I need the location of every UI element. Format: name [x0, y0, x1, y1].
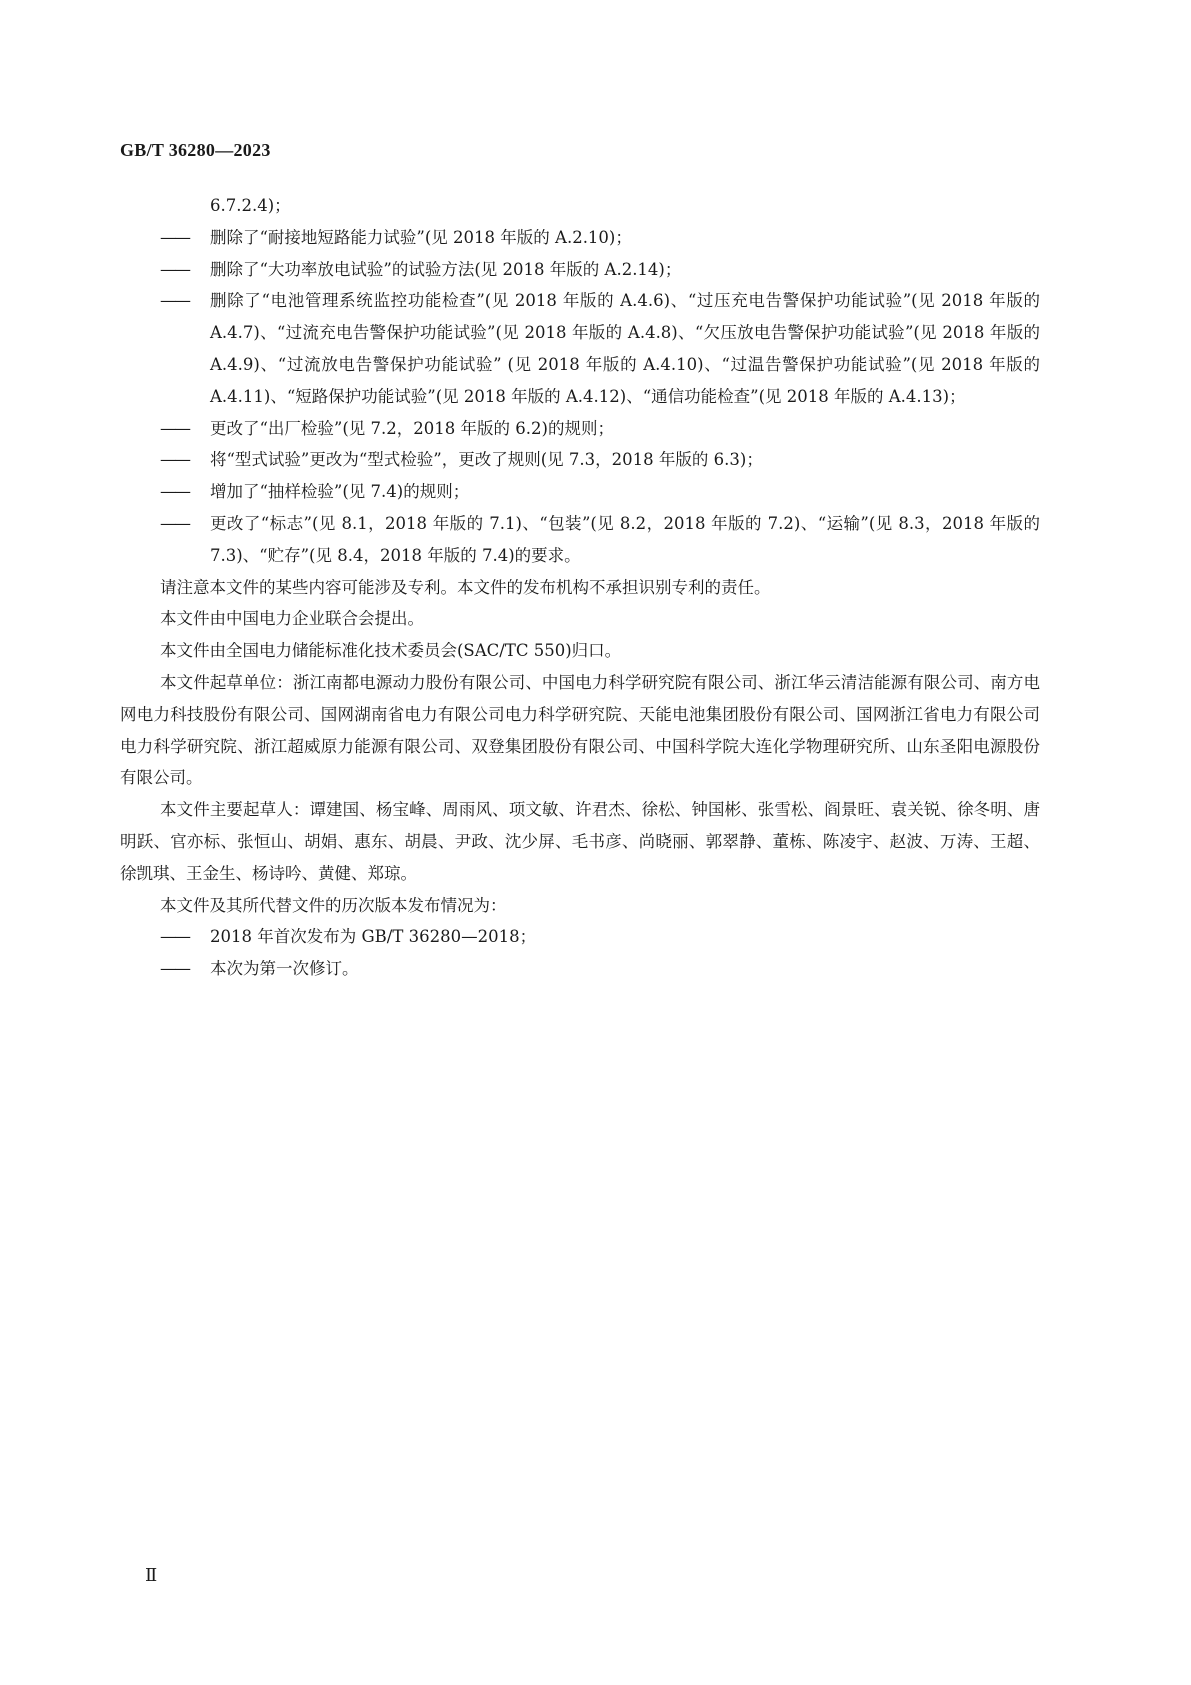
list-dash: ——: [160, 291, 189, 311]
document-number: GB/T 36280—2023: [120, 140, 271, 160]
history-intro: 本文件及其所代替文件的历次版本发布情况为：: [160, 895, 507, 915]
list-item-text: 更改了“标志”(见 8.1，2018 年版的 7.1)、“包装”(见 8.2，2018 年版的 7.2)、“运输”(见 8.3，2018 年版的 7.3)、“贮存”(见 8.4，2018 年版的 7.4)的要求。: [210, 513, 1040, 565]
patent-notice: 请注意本文件的某些内容可能涉及专利。本文件的发布机构不承担识别专利的责任。: [160, 577, 771, 597]
list-item-text: 删除了“大功率放电试验”的试验方法(见 2018 年版的 A.2.14)；: [210, 259, 682, 279]
list-item: [160, 953, 1040, 985]
list-item-text: 更改了“出厂检验”(见 7.2，2018 年版的 6.2)的规则；: [210, 418, 614, 438]
list-dash: ——: [160, 259, 189, 279]
list-item-text: 删除了“耐接地短路能力试验”(见 2018 年版的 A.2.10)；: [210, 227, 632, 247]
history-list: [160, 921, 1040, 985]
list-item-text: 将“型式试验”更改为“型式检验”，更改了规则(见 7.3，2018 年版的 6.3)；: [210, 450, 763, 470]
list-item: [160, 254, 1040, 286]
list-item: [160, 285, 1040, 412]
page-number: Ⅱ: [145, 1565, 158, 1585]
main-drafters: 本文件主要起草人：谭建国、杨宝峰、周雨风、项文敏、许君杰、徐松、钟国彬、张雪松、阎景旺、袁关锐、徐冬明、唐明跃、官亦标、张恒山、胡娟、惠东、胡晨、尹政、沈少屏、毛书彦、尚晓丽、郭翠静、董栋、陈凌宇、赵波、万涛、王超、徐凯琪、王金生、杨诗吟、黄健、郑琼。: [120, 800, 1040, 883]
list-dash: ——: [160, 418, 189, 438]
list-item: [160, 921, 1040, 953]
proposer-statement: 本文件由中国电力企业联合会提出。: [160, 609, 424, 629]
list-item-text: 增加了“抽样检验”(见 7.4)的规则；: [210, 482, 470, 502]
changes-continuation: 6.7.2.4)；: [210, 196, 291, 215]
list-dash: ——: [160, 927, 189, 947]
list-dash: ——: [160, 227, 189, 247]
list-item: [160, 476, 1040, 508]
list-item: [160, 444, 1040, 476]
list-item-text: 删除了“电池管理系统监控功能检查”(见 2018 年版的 A.4.6)、“过压充电告警保护功能试验”(见 2018 年版的 A.4.7)、“过流充电告警保护功能试验”(见 2018 年版的 A.4.8)、“欠压放电告警保护功能试验”(见 2018 年版的 A.4.9)、“过流放电告警保护功能试验” (见 2018 年版的 A.4.10)、“过温告警保护功能试验”(见 2018 年版的 A.4.11)、“短路保护功能试验”(见 2018 年版的 A.4.12)、“通信功能检查”(见 2018 年版的 A.4.13)；: [210, 291, 1040, 406]
list-item-text: 本次为第一次修订。: [210, 959, 359, 979]
list-item: [160, 413, 1040, 445]
drafting-units: 本文件起草单位：浙江南都电源动力股份有限公司、中国电力科学研究院有限公司、浙江华云清洁能源有限公司、南方电网电力科技股份有限公司、国网湖南省电力有限公司电力科学研究院、天能电池集团股份有限公司、国网浙江省电力有限公司电力科学研究院、浙江超威原力能源有限公司、双登集团股份有限公司、中国科学院大连化学物理研究所、山东圣阳电源股份有限公司。: [120, 672, 1040, 788]
list-dash: ——: [160, 959, 189, 979]
list-item-text: 2018 年首次发布为 GB/T 36280—2018；: [210, 927, 537, 947]
list-item: [160, 508, 1040, 572]
foreword-body: [120, 190, 1040, 985]
list-item: [160, 222, 1040, 254]
list-dash: ——: [160, 450, 189, 470]
list-dash: ——: [160, 513, 189, 533]
changes-list: [160, 222, 1040, 572]
centralized-statement: 本文件由全国电力储能标准化技术委员会(SAC/TC 550)归口。: [160, 641, 622, 661]
list-dash: ——: [160, 482, 189, 502]
